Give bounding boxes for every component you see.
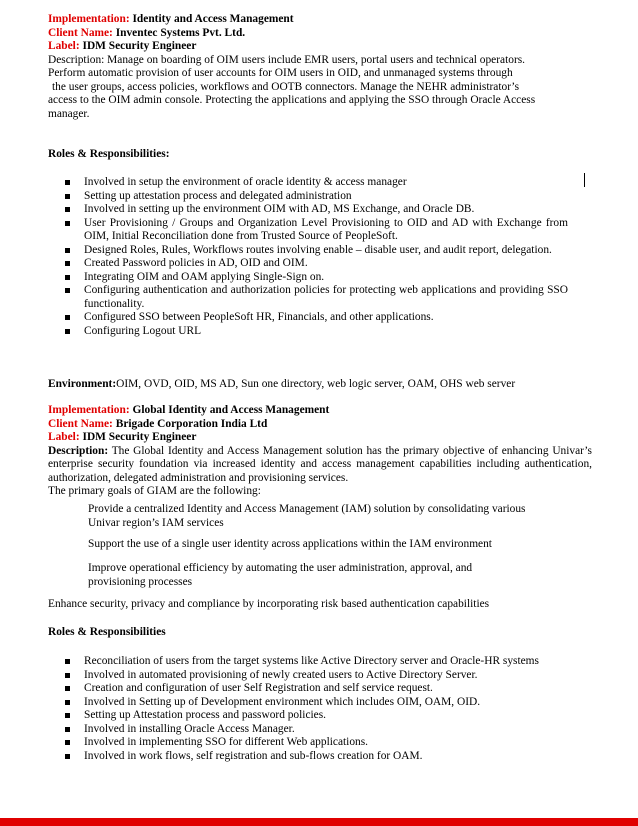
role-value: IDM Security Engineer <box>82 431 197 443</box>
roles-list-2 <box>48 655 568 763</box>
bullet-square-icon <box>65 740 70 745</box>
bullet-square-icon <box>65 275 70 280</box>
roles-list-1 <box>48 176 568 338</box>
description-label: Description: <box>48 444 109 457</box>
environment-line <box>48 378 592 392</box>
client-label: Client Name: <box>48 26 113 39</box>
description-line: manager. <box>48 107 90 120</box>
list-item: Designed Roles, Rules, Workflows routes involving enable – disable user, and audit report, delegation. <box>48 244 568 258</box>
project-1-description <box>48 54 592 122</box>
role-value: IDM Security Engineer <box>82 40 197 52</box>
list-item: Integrating OIM and OAM applying Single-Sign on. <box>48 271 568 285</box>
goals-intro: The primary goals of GIAM are the following: <box>48 485 261 497</box>
project-1-header <box>48 13 592 121</box>
goal-closing: Enhance security, privacy and compliance by incorporating risk based authentication capabilities <box>48 598 490 610</box>
client-value: Brigade Corporation India Ltd <box>115 417 268 430</box>
role-label: Label: <box>48 431 80 443</box>
bullet-square-icon <box>65 673 70 678</box>
list-item: User Provisioning / Groups and Organization Level Provisioning to OID and AD with Exchange from OIM, Initial Reconciliation done from Trusted Source of PeopleSoft. <box>48 217 568 244</box>
bullet-square-icon <box>65 207 70 212</box>
bullet-square-icon <box>65 700 70 705</box>
environment-label: Environment: <box>48 378 117 390</box>
bullet-square-icon <box>65 329 70 334</box>
list-item: Involved in Setting up of Development environment which includes OIM, OAM, OID. <box>48 696 568 710</box>
client-label: Client Name: <box>48 417 113 430</box>
list-item: Reconciliation of users from the target systems like Active Directory server and Oracle-HR systems <box>48 655 568 669</box>
goals-list <box>48 503 548 530</box>
list-item: Configuring authentication and authorization policies for protecting web applications and providing SSO functionality. <box>48 284 568 311</box>
role-line <box>48 431 592 445</box>
implementation-line <box>48 404 592 418</box>
bullet-square-icon <box>65 754 70 759</box>
list-item: Created Password policies in AD, OID and OIM. <box>48 257 568 271</box>
bullet-square-icon <box>65 288 70 293</box>
list-item: Involved in setting up the environment OIM with AD, MS Exchange, and Oracle DB. <box>48 203 568 217</box>
implementation-value: Global Identity and Access Management <box>132 404 330 416</box>
bullet-square-icon <box>65 315 70 320</box>
environment-value: OIM, OVD, OID, MS AD, Sun one directory, web logic server, OAM, OHS web server <box>116 378 516 390</box>
implementation-line <box>48 13 592 27</box>
roles-heading-1: Roles & Responsibilities: <box>48 148 170 160</box>
role-line <box>48 40 592 54</box>
implementation-label: Implementation: <box>48 404 130 416</box>
role-label: Label: <box>48 40 80 52</box>
bullet-square-icon <box>65 659 70 664</box>
list-item: Setting up attestation process and delegated administration <box>48 190 568 204</box>
goals-list <box>48 562 528 589</box>
description-line: the user groups, access policies, workflows and OOTB connectors. Manage the NEHR administrator’s <box>52 80 520 93</box>
list-item: Configuring Logout URL <box>48 325 568 339</box>
bullet-square-icon <box>65 248 70 253</box>
bullet-square-icon <box>65 221 70 226</box>
list-item: Involved in implementing SSO for different Web applications. <box>48 736 568 750</box>
bullet-square-icon <box>65 261 70 266</box>
description-line: Perform automatic provision of user accounts for OIM users in OID, and unmanaged systems through <box>48 67 513 79</box>
description-text: The Global Identity and Access Management solution has the primary objective of enhancing Univar’s enterprise security foundation via increased identity and access management capabilities including authentication, authorization, delegated administration and provisioning services. <box>48 444 592 484</box>
list-item: Involved in automated provisioning of newly created users to Active Directory Server. <box>48 669 568 683</box>
goal-item: Support the use of a single user identity across applications within the IAM environment <box>88 538 492 550</box>
list-item: Involved in setup the environment of oracle identity & access manager <box>48 176 568 190</box>
description-line: access to the OIM admin console. Protecting the applications and applying the SSO through Oracle Access <box>48 94 536 106</box>
list-item: Setting up Attestation process and password policies. <box>48 709 568 723</box>
project-2-header <box>48 404 592 499</box>
project-2-description <box>48 445 592 486</box>
goal-item: Improve operational efficiency by automating the user administration, approval, and provisioning processes <box>88 562 473 588</box>
list-item: Involved in installing Oracle Access Manager. <box>48 723 568 737</box>
list-item: Creation and configuration of user Self Registration and self service request. <box>48 682 568 696</box>
text-cursor <box>584 173 585 187</box>
bullet-square-icon <box>65 713 70 718</box>
implementation-value: Identity and Access Management <box>132 13 294 25</box>
page-footer-bar <box>0 818 638 826</box>
roles-heading-2: Roles & Responsibilities <box>48 626 166 638</box>
goal-item: Provide a centralized Identity and Access Management (IAM) solution by consolidating various Univar region’s IAM services <box>88 503 526 529</box>
list-item: Involved in work flows, self registration and sub-flows creation for OAM. <box>48 750 568 764</box>
client-line <box>48 418 592 432</box>
bullet-square-icon <box>65 194 70 199</box>
bullet-square-icon <box>65 727 70 732</box>
list-item: Configured SSO between PeopleSoft HR, Financials, and other applications. <box>48 311 568 325</box>
client-value: Inventec Systems Pvt. Ltd. <box>115 26 246 39</box>
bullet-square-icon <box>65 180 70 185</box>
client-line <box>48 27 592 41</box>
bullet-square-icon <box>65 686 70 691</box>
implementation-label: Implementation: <box>48 13 130 25</box>
description-line: Description: Manage on boarding of OIM users include EMR users, portal users and technical operators. <box>48 53 526 66</box>
goals-list <box>48 538 568 552</box>
